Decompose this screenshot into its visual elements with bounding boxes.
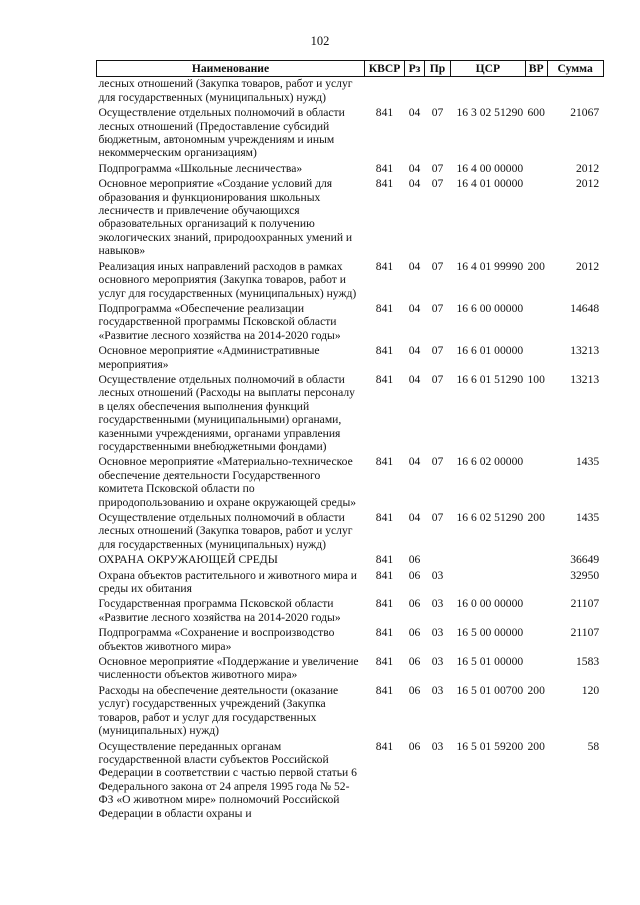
cell-csr: [451, 553, 526, 568]
cell-vr: [525, 569, 547, 598]
cell-pr: 07: [431, 259, 444, 273]
cell-sum: 14648: [570, 301, 600, 315]
cell-name: Основное мероприятие «Административные мероприятия»: [98, 344, 320, 371]
cell-pr: [425, 77, 451, 106]
cell-sum: [547, 77, 603, 106]
cell-kvsr: 841: [375, 568, 394, 582]
column-header-pr: Пр: [425, 61, 451, 77]
cell-kvsr: 841: [375, 597, 394, 611]
cell-csr: 16 6 01 51290: [456, 372, 524, 386]
cell-sum: 2012: [575, 161, 600, 175]
cell-pr: 07: [431, 344, 444, 358]
cell-sum: 2012: [575, 259, 600, 273]
cell-name: Охрана объектов растительного и животного мира и среды их обитания: [98, 568, 357, 596]
cell-rz: 06: [408, 553, 421, 567]
cell-kvsr: 841: [375, 301, 394, 315]
table-row: [97, 77, 604, 106]
cell-vr: 200: [527, 683, 545, 697]
cell-csr: 16 6 02 00000: [456, 455, 524, 469]
column-header-vr: ВР: [525, 61, 547, 77]
cell-vr: 200: [527, 739, 545, 753]
cell-sum: 32950: [570, 568, 600, 582]
table-row: [97, 569, 604, 598]
cell-vr: [525, 597, 547, 626]
cell-name: Осуществление отдельных полномочий в области лесных отношений (Предоставление субсидий бюджетным, автономным учреждениям и иным некоммерческим организациям): [98, 106, 345, 160]
cell-rz: 06: [408, 739, 421, 753]
cell-kvsr: 841: [375, 553, 394, 567]
cell-pr: 07: [431, 177, 444, 191]
cell-sum: 120: [581, 683, 600, 697]
table-row: [97, 260, 604, 302]
cell-pr: 03: [431, 739, 444, 753]
cell-vr: [525, 553, 547, 568]
cell-pr: 07: [431, 511, 444, 524]
cell-sum: 1435: [575, 511, 600, 524]
cell-rz: 04: [408, 259, 421, 273]
table-row: [97, 511, 604, 553]
cell-name: ОХРАНА ОКРУЖАЮЩЕЙ СРЕДЫ: [98, 553, 278, 567]
cell-csr: 16 5 01 00700: [456, 683, 524, 697]
table-row: [97, 740, 604, 822]
cell-csr: 16 0 00 00000: [456, 597, 524, 611]
cell-name: Расходы на обеспечение деятельности (оказание услуг) государственных учреждений (Закупка товаров, работ и услуг для государственных (муниципальных) нужд): [98, 683, 339, 738]
cell-csr: 16 6 01 00000: [456, 344, 524, 358]
cell-kvsr: 841: [375, 626, 394, 640]
cell-name: Основное мероприятие «Материально-техническое обеспечение деятельности Государственного комитета Псковской области по природопользованию и охране окружающей среды»: [98, 455, 357, 509]
column-header-sum: Сумма: [547, 61, 603, 77]
budget-table: [96, 60, 604, 822]
table-row: [97, 106, 604, 162]
cell-name: лесных отношений (Закупка товаров, работ и услуг для государственных (муниципальных) нужд): [98, 77, 353, 104]
table-row: [97, 553, 604, 568]
cell-kvsr: 841: [375, 161, 394, 175]
cell-pr: 03: [431, 597, 444, 611]
cell-vr: [525, 162, 547, 177]
cell-name: Государственная программа Псковской области «Развитие лесного хозяйства на 2014-2020 годы»: [98, 597, 341, 624]
cell-vr: [525, 626, 547, 655]
cell-csr: [451, 77, 526, 106]
table-row: [97, 684, 604, 740]
cell-csr: 16 5 00 00000: [456, 626, 524, 640]
cell-name: Реализация иных направлений расходов в рамках основного мероприятия (Закупка товаров, работ и услуг для государственных (муниципальных) нужд): [98, 259, 357, 300]
table-row: [97, 455, 604, 511]
cell-vr: [525, 77, 547, 106]
cell-sum: 2012: [575, 177, 600, 191]
table-row: [97, 162, 604, 177]
cell-rz: [405, 77, 425, 106]
cell-csr: 16 6 00 00000: [456, 301, 524, 315]
cell-rz: 06: [408, 626, 421, 640]
cell-sum: 21067: [570, 106, 600, 120]
cell-kvsr: 841: [375, 177, 394, 191]
cell-kvsr: 841: [375, 511, 394, 524]
cell-kvsr: 841: [375, 655, 394, 669]
cell-rz: 04: [408, 344, 421, 358]
cell-name: Подпрограмма «Школьные лесничества»: [98, 161, 303, 175]
cell-csr: 16 5 01 59200: [456, 739, 524, 753]
cell-pr: [425, 553, 451, 568]
cell-pr: 03: [431, 568, 444, 582]
cell-pr: 07: [431, 161, 444, 175]
cell-rz: 06: [408, 568, 421, 582]
cell-vr: [525, 455, 547, 511]
table-row: [97, 302, 604, 344]
table-row: [97, 177, 604, 259]
cell-sum: 21107: [570, 626, 600, 640]
cell-kvsr: [365, 77, 405, 106]
table-row: [97, 655, 604, 684]
cell-pr: 07: [431, 372, 444, 386]
cell-vr: [525, 344, 547, 373]
cell-sum: 13213: [570, 372, 600, 386]
table-row: [97, 373, 604, 455]
cell-name: Осуществление переданных органам государственной власти субъектов Российской Федерации в соответствии с частью первой статьи 6 Федерального закона от 24 апреля 1995 года № 52-ФЗ «О животном мире» полномочий Российской Федерации в области охраны и: [98, 739, 357, 820]
cell-rz: 06: [408, 655, 421, 669]
cell-name: Основное мероприятие «Поддержание и увеличение численности объектов животного мира»: [98, 655, 359, 682]
cell-name: Подпрограмма «Сохранение и воспроизводство объектов животного мира»: [98, 626, 335, 653]
cell-csr: [451, 569, 526, 598]
cell-sum: 1435: [575, 455, 600, 469]
cell-pr: 07: [431, 301, 444, 315]
cell-kvsr: 841: [375, 344, 394, 358]
table-body: [97, 77, 604, 822]
cell-rz: 04: [408, 511, 421, 524]
column-header-csr: ЦСР: [451, 61, 526, 77]
cell-vr: [525, 655, 547, 684]
cell-name: Осуществление отдельных полномочий в области лесных отношений (Закупка товаров, работ и услуг для государственных (муниципальных) нужд): [98, 511, 353, 551]
column-header-kvsr: КВСР: [365, 61, 405, 77]
cell-kvsr: 841: [375, 455, 394, 469]
cell-sum: 36649: [570, 553, 600, 567]
cell-sum: 13213: [570, 344, 600, 358]
cell-pr: 03: [431, 655, 444, 669]
cell-kvsr: 841: [375, 259, 394, 273]
cell-kvsr: 841: [375, 739, 394, 753]
column-header-rz: Рз: [405, 61, 425, 77]
cell-csr: 16 4 00 00000: [456, 161, 524, 175]
cell-name: Подпрограмма «Обеспечение реализации государственной программы Псковской области «Развитие лесного хозяйства на 2014-2020 годы»: [98, 301, 341, 342]
cell-pr: 03: [431, 683, 444, 697]
cell-vr: 600: [527, 106, 545, 120]
cell-sum: 1583: [575, 655, 600, 669]
cell-vr: 100: [527, 372, 545, 386]
cell-kvsr: 841: [375, 372, 394, 386]
cell-sum: 58: [587, 739, 600, 753]
cell-pr: 03: [431, 626, 444, 640]
cell-rz: 04: [408, 455, 421, 469]
table-row: [97, 344, 604, 373]
table-row: [97, 597, 604, 626]
cell-rz: 06: [408, 597, 421, 611]
cell-csr: 16 6 02 51290: [456, 511, 524, 524]
cell-csr: 16 4 01 99990: [456, 259, 524, 273]
cell-rz: 04: [408, 177, 421, 191]
cell-sum: 21107: [570, 597, 600, 611]
cell-rz: 04: [408, 161, 421, 175]
cell-csr: 16 3 02 51290: [456, 106, 524, 120]
cell-rz: 04: [408, 301, 421, 315]
cell-csr: 16 5 01 00000: [456, 655, 524, 669]
cell-vr: 200: [527, 259, 545, 273]
table-row: [97, 626, 604, 655]
column-header-name: Наименование: [97, 61, 365, 77]
cell-rz: 04: [408, 372, 421, 386]
table-header-row: [97, 61, 604, 77]
cell-name: Осуществление отдельных полномочий в области лесных отношений (Расходы на выплаты персоналу в целях обеспечения выполнения функций государственными (муниципальными) органами, казенными учреждениями, органами управления государственными внебюджетными фондами): [98, 372, 355, 453]
cell-rz: 06: [408, 683, 421, 697]
cell-vr: [525, 302, 547, 344]
cell-kvsr: 841: [375, 106, 394, 120]
cell-name: Основное мероприятие «Создание условий для образования и функционирования школьных лесничеств и привлечение обучающихся образовательных организаций к получению экологических знаний, природоохранных умений и навыков»: [98, 177, 353, 258]
cell-kvsr: 841: [375, 683, 394, 697]
cell-pr: 07: [431, 455, 444, 469]
cell-vr: 200: [527, 511, 545, 524]
cell-vr: [525, 177, 547, 259]
cell-rz: 04: [408, 106, 421, 120]
cell-csr: 16 4 01 00000: [456, 177, 524, 191]
page-number: 102: [310, 34, 330, 48]
cell-pr: 07: [431, 106, 444, 120]
